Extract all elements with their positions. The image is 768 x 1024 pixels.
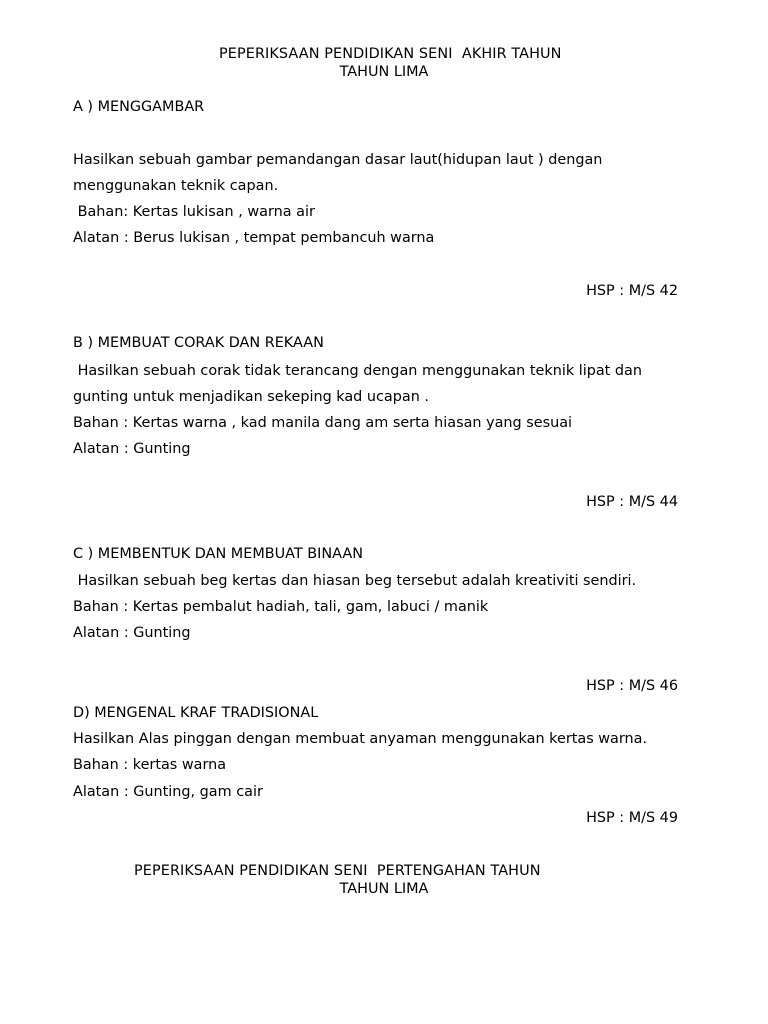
section-b-reference: HSP : M/S 44 bbox=[586, 494, 678, 510]
section-a-reference: HSP : M/S 42 bbox=[586, 283, 678, 299]
section-c-reference: HSP : M/S 46 bbox=[586, 678, 678, 694]
section-c-line-1: Hasilkan sebuah beg kertas dan hiasan beg tersebut adalah kreativiti sendiri. bbox=[73, 573, 637, 589]
exam-end-title-line1: PEPERIKSAAN PENDIDIKAN SENI AKHIR TAHUN bbox=[219, 46, 562, 62]
section-d-reference: HSP : M/S 49 bbox=[586, 810, 678, 826]
section-b-heading: B ) MEMBUAT CORAK DAN REKAAN bbox=[73, 335, 324, 351]
exam-end-title-line2: TAHUN LIMA bbox=[339, 64, 429, 80]
section-d-heading: D) MENGENAL KRAF TRADISIONAL bbox=[73, 705, 319, 721]
exam-mid-title-line2: TAHUN LIMA bbox=[339, 881, 429, 897]
section-c-line-3: Alatan : Gunting bbox=[73, 625, 191, 641]
section-b-line-3: Bahan : Kertas warna , kad manila dang am serta hiasan yang sesuai bbox=[73, 415, 573, 431]
section-b-line-2: gunting untuk menjadikan sekeping kad ucapan . bbox=[73, 389, 429, 405]
section-a-heading: A ) MENGGAMBAR bbox=[73, 99, 205, 115]
section-b-line-1: Hasilkan sebuah corak tidak terancang dengan menggunakan teknik lipat dan bbox=[73, 363, 642, 379]
exam-mid-title-line1: PEPERIKSAAN PENDIDIKAN SENI PERTENGAHAN TAHUN bbox=[134, 863, 541, 879]
section-a-line-1: Hasilkan sebuah gambar pemandangan dasar laut(hidupan laut ) dengan bbox=[73, 152, 603, 168]
section-d-line-2: Bahan : kertas warna bbox=[73, 757, 227, 773]
section-a-line-4: Alatan : Berus lukisan , tempat pembancuh warna bbox=[73, 230, 435, 246]
section-c-line-2: Bahan : Kertas pembalut hadiah, tali, gam, labuci / manik bbox=[73, 599, 489, 615]
section-a-line-2: menggunakan teknik capan. bbox=[73, 178, 279, 194]
section-d-line-1: Hasilkan Alas pinggan dengan membuat anyaman menggunakan kertas warna. bbox=[73, 731, 648, 747]
section-a-line-3: Bahan: Kertas lukisan , warna air bbox=[73, 204, 315, 220]
section-b-line-4: Alatan : Gunting bbox=[73, 441, 191, 457]
section-d-line-3: Alatan : Gunting, gam cair bbox=[73, 784, 263, 800]
section-c-heading: C ) MEMBENTUK DAN MEMBUAT BINAAN bbox=[73, 546, 363, 562]
